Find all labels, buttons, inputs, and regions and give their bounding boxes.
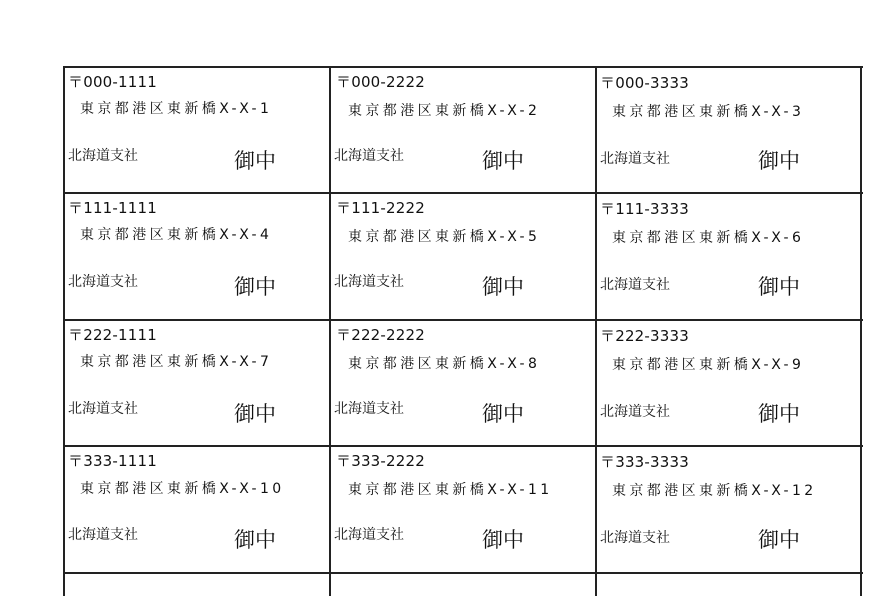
address-line: 東京都港区東新橋X-X-11: [348, 482, 553, 498]
address-label: [331, 194, 595, 319]
address-label: [597, 447, 861, 572]
honorific: 御中: [482, 275, 524, 299]
address-line: 東京都港区東新橋X-X-2: [348, 103, 541, 119]
address-label: [597, 194, 861, 319]
address-label: [597, 321, 861, 446]
address-line: 東京都港区東新橋X-X-4: [80, 227, 273, 243]
address-label: [331, 447, 595, 572]
address-line: 東京都港区東新橋X-X-10: [80, 481, 285, 497]
postal-code: 〒222-3333: [600, 327, 690, 345]
company-name: 北海道支社: [68, 527, 138, 543]
address-label: [65, 194, 329, 319]
address-line: 東京都港区東新橋X-X-9: [612, 357, 805, 373]
company-name: 北海道支社: [68, 401, 138, 417]
postal-code: 〒222-2222: [336, 326, 426, 344]
label-sheet: [63, 66, 862, 596]
honorific: 御中: [758, 275, 800, 299]
grid-line-horizontal: [63, 572, 863, 574]
postal-code: 〒000-2222: [336, 73, 426, 91]
address-line: 東京都港区東新橋X-X-7: [80, 354, 273, 370]
honorific: 御中: [234, 275, 276, 299]
postal-code: 〒333-2222: [336, 452, 426, 470]
honorific: 御中: [234, 149, 276, 173]
address-line: 東京都港区東新橋X-X-8: [348, 356, 541, 372]
company-name: 北海道支社: [600, 530, 670, 546]
company-name: 北海道支社: [600, 277, 670, 293]
honorific: 御中: [234, 528, 276, 552]
postal-code: 〒111-1111: [68, 199, 158, 217]
address-label: [331, 321, 595, 446]
postal-code: 〒222-1111: [68, 326, 158, 344]
address-label: [65, 68, 329, 193]
address-label: [65, 447, 329, 572]
address-label: [597, 68, 861, 193]
address-line: 東京都港区東新橋X-X-3: [612, 104, 805, 120]
company-name: 北海道支社: [600, 151, 670, 167]
company-name: 北海道支社: [334, 148, 404, 164]
address-line: 東京都港区東新橋X-X-5: [348, 229, 541, 245]
postal-code: 〒111-2222: [336, 199, 426, 217]
postal-code: 〒333-1111: [68, 452, 158, 470]
postal-code: 〒111-3333: [600, 200, 690, 218]
company-name: 北海道支社: [68, 148, 138, 164]
honorific: 御中: [482, 528, 524, 552]
company-name: 北海道支社: [334, 401, 404, 417]
company-name: 北海道支社: [68, 274, 138, 290]
honorific: 御中: [482, 402, 524, 426]
address-label: [65, 321, 329, 446]
address-line: 東京都港区東新橋X-X-6: [612, 230, 805, 246]
postal-code: 〒000-3333: [600, 74, 690, 92]
company-name: 北海道支社: [334, 527, 404, 543]
address-line: 東京都港区東新橋X-X-12: [612, 483, 817, 499]
honorific: 御中: [758, 528, 800, 552]
honorific: 御中: [482, 149, 524, 173]
honorific: 御中: [758, 149, 800, 173]
company-name: 北海道支社: [334, 274, 404, 290]
address-label: [331, 68, 595, 193]
company-name: 北海道支社: [600, 404, 670, 420]
honorific: 御中: [234, 402, 276, 426]
honorific: 御中: [758, 402, 800, 426]
address-line: 東京都港区東新橋X-X-1: [80, 101, 273, 117]
postal-code: 〒333-3333: [600, 453, 690, 471]
postal-code: 〒000-1111: [68, 73, 158, 91]
